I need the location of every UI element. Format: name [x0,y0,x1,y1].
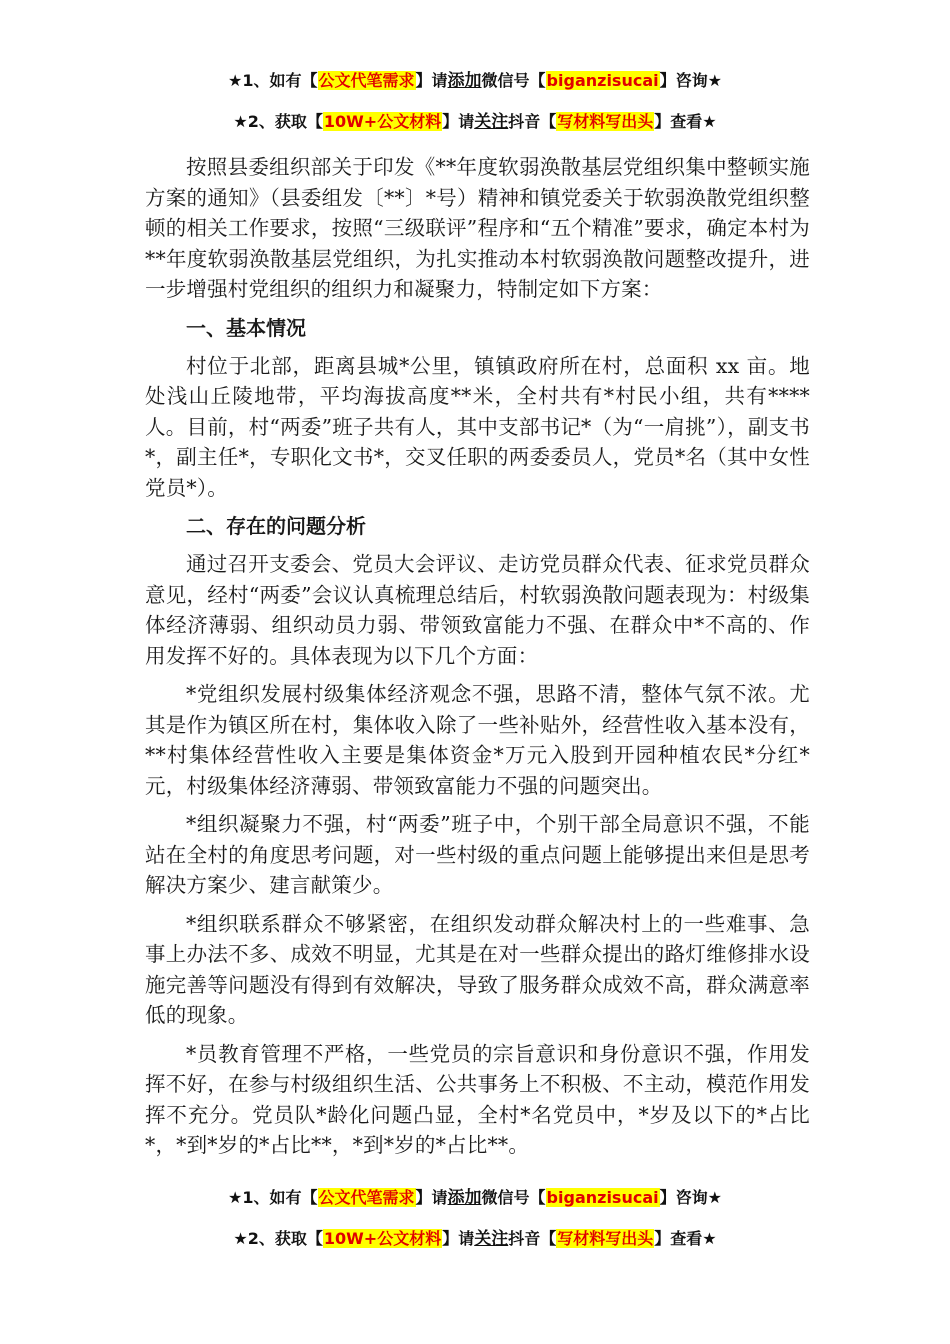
promo-highlight: 10W+公文材料 [323,1229,442,1248]
promo-text: 】查看★ [654,112,717,131]
promo-underline: 关注 [474,1229,509,1249]
promo-text: 】咨询★ [659,1188,722,1207]
promo-wechat-id: biganzisucai [546,71,659,90]
promo-wechat-id: biganzisucai [546,1188,659,1207]
promo-text: ★2、获取【 [233,112,323,131]
footer-promo-line-2 [0,1228,950,1250]
problem-intro-paragraph: 通过召开支委会、党员大会评议、走访党员群众代表、征求党员群众意见，经村“两委”会议认真梳理总结后，村软弱涣散问题表现为：村级集体经济薄弱、组织动员力弱、带领致富能力不强、在群众中*不高的、作用发挥不好的。具体表现为以下几个方面： [145,552,810,668]
promo-douyin-id: 写材料写出头 [557,112,654,131]
document-body [145,152,810,1169]
issue-paragraph-2: *组织凝聚力不强，村“两委”班子中，个别干部全局意识不强，不能站在全村的角度思考问题，对一些村级的重点问题上能够提出来但是思考解决方案少、建言献策少。 [145,812,810,897]
header-promo-line-2 [0,111,950,133]
basic-info-paragraph: 村位于北部，距离县城*公里，镇镇政府所在村，总面积 xx 亩。地处浅山丘陵地带，平均海拔高度**米，全村共有*村民小组，共有****人。目前，村“两委”班子共有人，其中支部书记*（为“一肩挑”），副支书*，副主任*，专职化文书*，交叉任职的两委委员人，党员*名（其中女性党员*）。 [145,353,810,500]
promo-text: 】请 [442,112,475,131]
promo-underline: 添加 [447,1188,482,1208]
promo-text: 】咨询★ [659,71,722,90]
issue-paragraph-3: *组织联系群众不够紧密，在组织发动群众解决村上的一些难事、急事上办法不多、成效不明显，尤其是在对一些群众提出的路灯维修排水设施完善等问题没有得到有效解决，导致了服务群众成效不高，群众满意率低的现象。 [145,911,810,1027]
promo-text: 】请 [415,1188,448,1207]
promo-douyin-id: 写材料写出头 [557,1229,654,1248]
promo-text: 抖音【 [508,112,557,131]
section-heading-problem-analysis: 二、存在的问题分析 [186,514,366,538]
issue-paragraph-1: *党组织发展村级集体经济观念不强，思路不清，整体气氛不浓。尤其是作为镇区所在村，集体收入除了一些补贴外，经营性收入基本没有，**村集体经营性收入主要是集体资金*万元入股到开园种植农民*分红*元，村级集体经济薄弱、带领致富能力不强的问题突出。 [145,682,810,798]
promo-text: ★1、如有【 [228,1188,318,1207]
promo-highlight: 10W+公文材料 [323,112,442,131]
section-heading-basic-info: 一、基本情况 [186,315,306,340]
issue-paragraph-4: *员教育管理不严格，一些党员的宗旨意识和身份意识不强，作用发挥不好，在参与村级组织生活、公共事务上不积极、不主动，模范作用发挥不充分。党员队*龄化问题凸显，全村*名党员中，*岁及以下的*占比*，*到*岁的*占比**，*到*岁的*占比**。 [145,1041,810,1157]
header-promo-line-1 [0,70,950,92]
promo-text: 微信号【 [481,1188,546,1207]
promo-underline: 添加 [447,71,482,91]
promo-highlight: 公文代笔需求 [318,1188,415,1207]
promo-text: 抖音【 [508,1229,557,1248]
promo-text: 】请 [415,71,448,90]
promo-text: 】请 [442,1229,475,1248]
promo-text: 】查看★ [654,1229,717,1248]
footer-promo-line-1 [0,1187,950,1209]
promo-text: ★2、获取【 [233,1229,323,1248]
promo-text: ★1、如有【 [228,71,318,90]
intro-paragraph: 按照县委组织部关于印发《**年度软弱涣散基层党组织集中整顿实施方案的通知》（县委组发〔**〕*号）精神和镇党委关于软弱涣散党组织整顿的相关工作要求，按照“三级联评”程序和“五个精准”要求，确定本村为**年度软弱涣散基层党组织，为扎实推动本村软弱涣散问题整改提升，进一步增强村党组织的组织力和凝聚力，特制定如下方案： [145,155,810,301]
promo-underline: 关注 [474,112,509,132]
promo-text: 微信号【 [481,71,546,90]
promo-highlight: 公文代笔需求 [318,71,415,90]
